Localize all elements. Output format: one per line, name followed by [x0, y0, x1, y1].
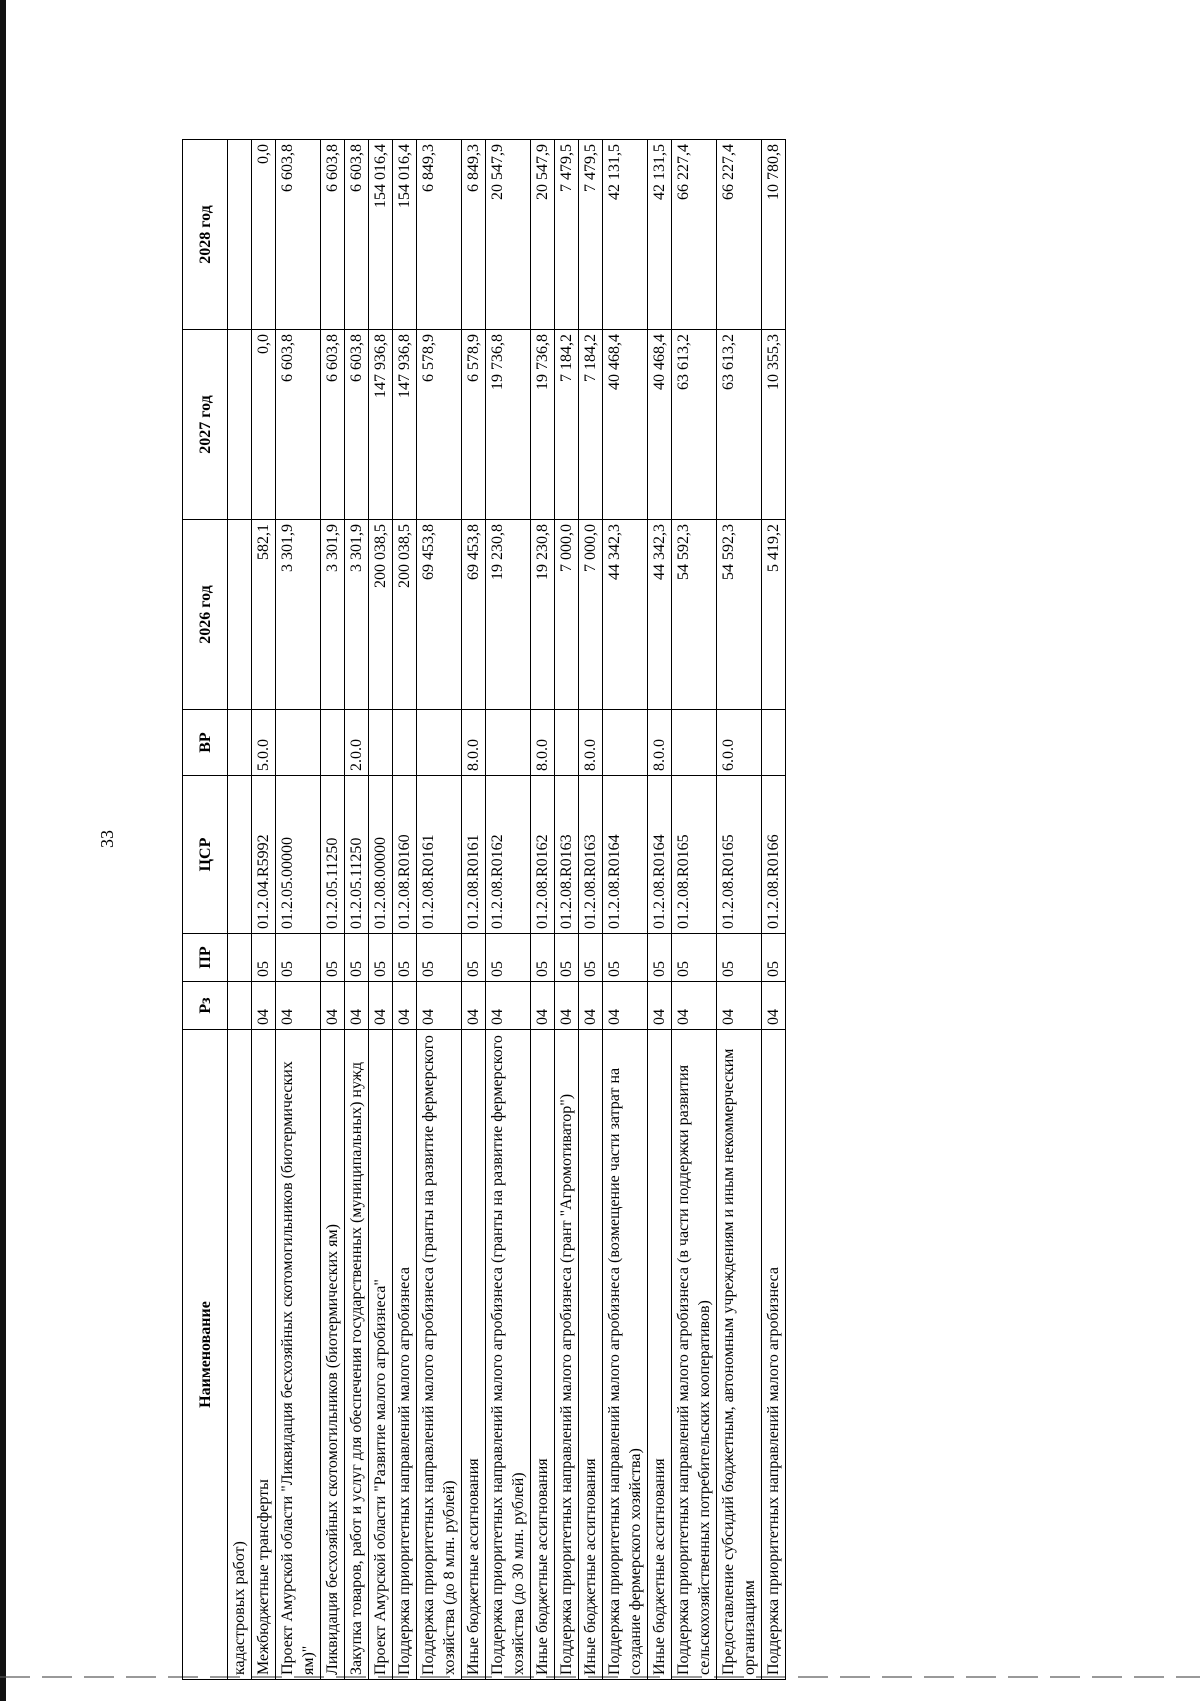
cell-2026: 200 038,5 [393, 520, 417, 710]
table-row [276, 140, 321, 1680]
header-pr: ПР [183, 934, 228, 982]
cell-csr: 01.2.08.R0163 [555, 776, 579, 934]
cell-pr: 05 [672, 934, 717, 982]
table-row [321, 140, 345, 1680]
table-body [228, 140, 786, 1680]
cell-vr [228, 710, 252, 776]
header-2026: 2026 год [183, 520, 228, 710]
cell-pr: 05 [486, 934, 531, 982]
cell-2027: 6 603,8 [276, 330, 321, 520]
cell-2028: 42 131,5 [648, 140, 672, 330]
table-row [417, 140, 462, 1680]
cell-2028: 42 131,5 [603, 140, 648, 330]
cell-rz: 04 [555, 982, 579, 1030]
cell-name: Ликвидация бесхозяйных скотомогильников (биотермических ям) [321, 1030, 345, 1680]
cell-2028: 154 016,4 [393, 140, 417, 330]
cell-2028: 6 849,3 [417, 140, 462, 330]
cell-rz: 04 [579, 982, 603, 1030]
cell-vr [762, 710, 786, 776]
cell-name: Предоставление субсидий бюджетным, автономным учреждениям и иным некоммерческим организациям [717, 1030, 762, 1680]
cell-vr [321, 710, 345, 776]
table-row [555, 140, 579, 1680]
cell-2028: 10 780,8 [762, 140, 786, 330]
cell-2027: 19 736,8 [531, 330, 555, 520]
cell-vr [393, 710, 417, 776]
cell-2027: 6 578,9 [462, 330, 486, 520]
cell-name: Иные бюджетные ассигнования [462, 1030, 486, 1680]
cell-pr: 05 [369, 934, 393, 982]
table-row [462, 140, 486, 1680]
table-row [531, 140, 555, 1680]
cell-csr: 01.2.08.R0165 [672, 776, 717, 934]
cell-csr: 01.2.08.R0162 [486, 776, 531, 934]
scan-edge [0, 0, 6, 1701]
cell-pr: 05 [579, 934, 603, 982]
cell-2027: 147 936,8 [369, 330, 393, 520]
table-row [717, 140, 762, 1680]
table-row [672, 140, 717, 1680]
cell-name: Иные бюджетные ассигнования [579, 1030, 603, 1680]
cell-pr: 05 [276, 934, 321, 982]
cell-2028: 7 479,5 [579, 140, 603, 330]
cell-2026: 54 592,3 [717, 520, 762, 710]
table-row [393, 140, 417, 1680]
cell-rz: 04 [321, 982, 345, 1030]
cell-csr: 01.2.08.R0163 [579, 776, 603, 934]
cell-csr: 01.2.08.R0166 [762, 776, 786, 934]
table-row [252, 140, 276, 1680]
rotated-table-container [182, 140, 786, 1680]
cell-2027: 63 613,2 [672, 330, 717, 520]
cell-rz: 04 [345, 982, 369, 1030]
page-number: 33 [97, 830, 117, 848]
cell-name: Поддержка приоритетных направлений малого агробизнеса (грант "Агромотиватор") [555, 1030, 579, 1680]
cell-2026: 200 038,5 [369, 520, 393, 710]
header-name: Наименование [183, 1030, 228, 1680]
cell-2027: 40 468,4 [648, 330, 672, 520]
cell-2027: 40 468,4 [603, 330, 648, 520]
cell-rz: 04 [417, 982, 462, 1030]
cell-vr [369, 710, 393, 776]
cell-csr: 01.2.05.00000 [276, 776, 321, 934]
table-row [228, 140, 252, 1680]
cell-rz: 04 [603, 982, 648, 1030]
table-row [345, 140, 369, 1680]
cell-vr: 5.0.0 [252, 710, 276, 776]
cell-name: Иные бюджетные ассигнования [531, 1030, 555, 1680]
cell-pr: 05 [603, 934, 648, 982]
cell-2027: 6 578,9 [417, 330, 462, 520]
cell-2026 [228, 520, 252, 710]
cell-vr [486, 710, 531, 776]
cell-pr: 05 [555, 934, 579, 982]
cell-rz [228, 982, 252, 1030]
cell-rz: 04 [369, 982, 393, 1030]
cell-vr [276, 710, 321, 776]
cell-csr: 01.2.05.11250 [321, 776, 345, 934]
cell-csr: 01.2.08.R0165 [717, 776, 762, 934]
cell-csr: 01.2.08.R0164 [603, 776, 648, 934]
cell-vr [603, 710, 648, 776]
cell-vr [555, 710, 579, 776]
cell-vr: 8.0.0 [462, 710, 486, 776]
cell-2026: 19 230,8 [531, 520, 555, 710]
cell-2026: 7 000,0 [555, 520, 579, 710]
table-row [579, 140, 603, 1680]
cell-csr: 01.2.04.R5992 [252, 776, 276, 934]
cell-vr: 8.0.0 [531, 710, 555, 776]
header-vr: ВР [183, 710, 228, 776]
cell-rz: 04 [531, 982, 555, 1030]
header-2027: 2027 год [183, 330, 228, 520]
cell-csr: 01.2.08.R0160 [393, 776, 417, 934]
cell-pr: 05 [393, 934, 417, 982]
cell-name: кадастровых работ) [228, 1030, 252, 1680]
cell-rz: 04 [762, 982, 786, 1030]
cell-csr: 01.2.08.00000 [369, 776, 393, 934]
cell-2028: 20 547,9 [486, 140, 531, 330]
budget-table [182, 139, 786, 1680]
cell-pr: 05 [762, 934, 786, 982]
cell-2026: 44 342,3 [648, 520, 672, 710]
cell-csr: 01.2.08.R0161 [462, 776, 486, 934]
cell-pr [228, 934, 252, 982]
table-row [762, 140, 786, 1680]
cell-2027: 0,0 [252, 330, 276, 520]
cell-name: Поддержка приоритетных направлений малого агробизнеса [762, 1030, 786, 1680]
cell-2028: 66 227,4 [717, 140, 762, 330]
cell-vr [672, 710, 717, 776]
cell-2027: 6 603,8 [345, 330, 369, 520]
table-row [486, 140, 531, 1680]
cell-pr: 05 [252, 934, 276, 982]
cell-rz: 04 [717, 982, 762, 1030]
cell-rz: 04 [462, 982, 486, 1030]
cell-2027: 19 736,8 [486, 330, 531, 520]
cell-2027: 7 184,2 [555, 330, 579, 520]
cell-2028 [228, 140, 252, 330]
cell-csr: 01.2.05.11250 [345, 776, 369, 934]
cell-2026: 69 453,8 [417, 520, 462, 710]
cell-vr [417, 710, 462, 776]
cell-name: Поддержка приоритетных направлений малого агробизнеса (в части поддержки развития сельскохозяйственных потребительских кооперативов) [672, 1030, 717, 1680]
cell-2027: 7 184,2 [579, 330, 603, 520]
cell-csr [228, 776, 252, 934]
cell-2026: 19 230,8 [486, 520, 531, 710]
cell-2026: 3 301,9 [321, 520, 345, 710]
cell-rz: 04 [252, 982, 276, 1030]
cell-2026: 44 342,3 [603, 520, 648, 710]
header-csr: ЦСР [183, 776, 228, 934]
cell-2028: 66 227,4 [672, 140, 717, 330]
cell-2028: 6 849,3 [462, 140, 486, 330]
cell-2026: 7 000,0 [579, 520, 603, 710]
cell-2026: 5 419,2 [762, 520, 786, 710]
cell-2028: 154 016,4 [369, 140, 393, 330]
cell-2026: 54 592,3 [672, 520, 717, 710]
cell-csr: 01.2.08.R0164 [648, 776, 672, 934]
cell-csr: 01.2.08.R0161 [417, 776, 462, 934]
cell-vr: 8.0.0 [648, 710, 672, 776]
table-row [369, 140, 393, 1680]
cell-2027: 147 936,8 [393, 330, 417, 520]
cell-2028: 6 603,8 [321, 140, 345, 330]
cell-2028: 20 547,9 [531, 140, 555, 330]
header-rz: Рз [183, 982, 228, 1030]
cell-name: Проект Амурской области "Развитие малого агробизнеса" [369, 1030, 393, 1680]
cell-2027 [228, 330, 252, 520]
cell-2026: 3 301,9 [345, 520, 369, 710]
cell-pr: 05 [345, 934, 369, 982]
cell-name: Поддержка приоритетных направлений малого агробизнеса [393, 1030, 417, 1680]
cell-pr: 05 [648, 934, 672, 982]
cell-pr: 05 [417, 934, 462, 982]
cell-rz: 04 [276, 982, 321, 1030]
cell-2027: 6 603,8 [321, 330, 345, 520]
cell-rz: 04 [672, 982, 717, 1030]
cell-2028: 6 603,8 [276, 140, 321, 330]
cell-2027: 63 613,2 [717, 330, 762, 520]
table-row [648, 140, 672, 1680]
cell-csr: 01.2.08.R0162 [531, 776, 555, 934]
cell-2026: 69 453,8 [462, 520, 486, 710]
cell-rz: 04 [648, 982, 672, 1030]
cell-vr: 2.0.0 [345, 710, 369, 776]
table-row [603, 140, 648, 1680]
cell-2028: 6 603,8 [345, 140, 369, 330]
header-2028: 2028 год [183, 140, 228, 330]
cell-vr: 8.0.0 [579, 710, 603, 776]
table-header-row [183, 140, 228, 1680]
cell-rz: 04 [486, 982, 531, 1030]
cell-2026: 3 301,9 [276, 520, 321, 710]
cell-pr: 05 [531, 934, 555, 982]
cell-name: Проект Амурской области "Ликвидация бесхозяйных скотомогильников (биотермических ям)" [276, 1030, 321, 1680]
cell-2026: 582,1 [252, 520, 276, 710]
cell-name: Поддержка приоритетных направлений малого агробизнеса (гранты на развитие фермерского хозяйства (до 8 млн. рублей) [417, 1030, 462, 1680]
cell-pr: 05 [321, 934, 345, 982]
cell-name: Поддержка приоритетных направлений малого агробизнеса (возмещение части затрат на создание фермерского хозяйства) [603, 1030, 648, 1680]
cell-pr: 05 [717, 934, 762, 982]
cell-rz: 04 [393, 982, 417, 1030]
cell-2028: 0,0 [252, 140, 276, 330]
cell-pr: 05 [462, 934, 486, 982]
cell-name: Поддержка приоритетных направлений малого агробизнеса (гранты на развитие фермерского хозяйства (до 30 млн. рублей) [486, 1030, 531, 1680]
cell-name: Закупка товаров, работ и услуг для обеспечения государственных (муниципальных) нужд [345, 1030, 369, 1680]
cell-name: Межбюджетные трансферты [252, 1030, 276, 1680]
cell-2028: 7 479,5 [555, 140, 579, 330]
cell-name: Иные бюджетные ассигнования [648, 1030, 672, 1680]
cell-vr: 6.0.0 [717, 710, 762, 776]
cell-2027: 10 355,3 [762, 330, 786, 520]
